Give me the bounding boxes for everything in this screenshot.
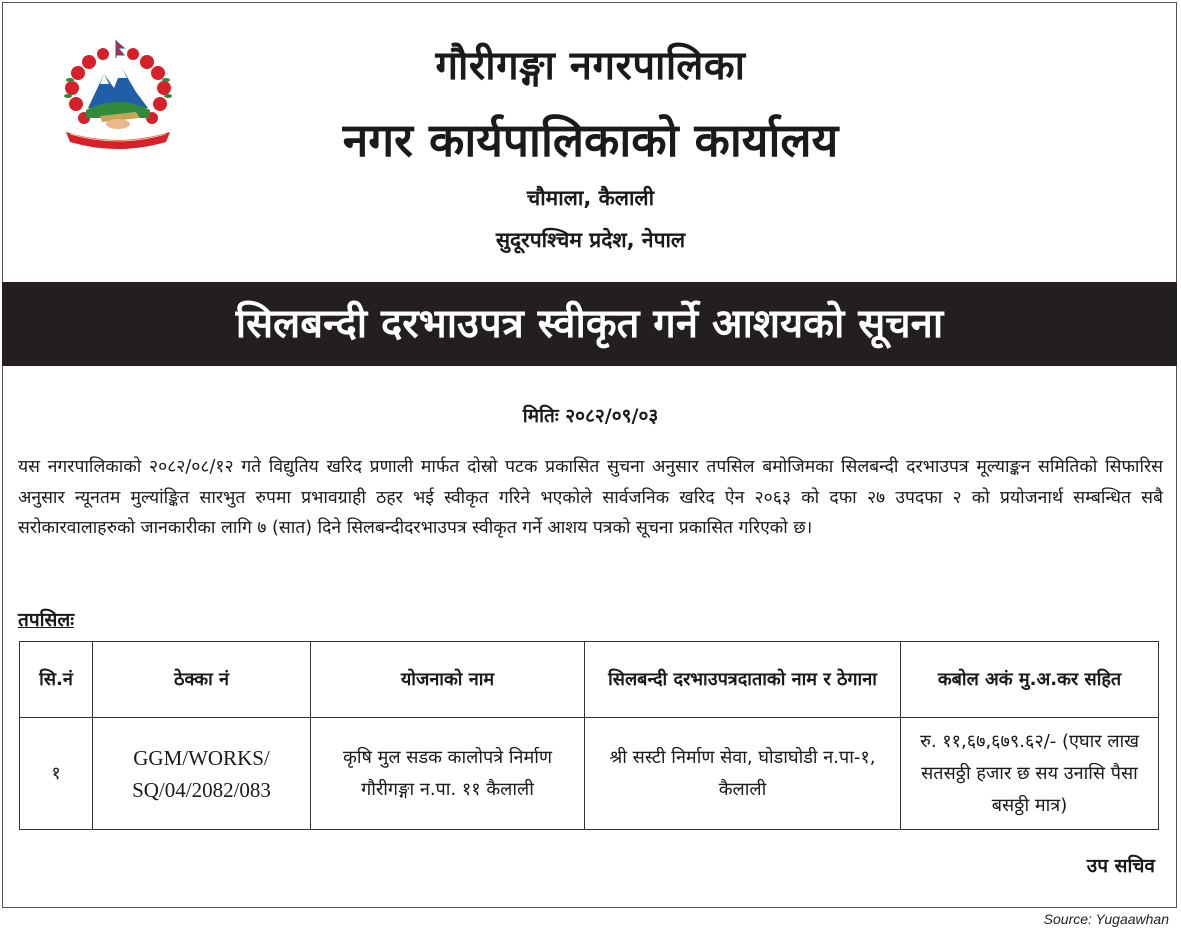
- header-bidder-name-address: सिलबन्दी दरभाउपत्रदाताको नाम र ठेगाना: [585, 642, 901, 718]
- header-contract-no: ठेक्का नं: [93, 642, 311, 718]
- cell-contract-no: GGM/WORKS/ SQ/04/2082/083: [93, 718, 311, 830]
- address-line-2: सुदूरपश्चिम प्रदेश, नेपाल: [495, 228, 686, 252]
- table-row: [20, 718, 1159, 830]
- cell-project-name: कृषि मुल सडक कालोपत्रे निर्माण गौरीगङ्गा न.पा. ११ कैलाली: [311, 718, 585, 830]
- cell-serial-no: १: [20, 718, 93, 830]
- header-serial-no: सि.नं: [20, 642, 93, 718]
- notice-date: मितिः २०८२/०९/०३: [522, 405, 659, 427]
- office-name: नगर कार्यपालिकाको कार्यालय: [342, 113, 839, 167]
- notice-title-banner: सिलबन्दी दरभाउपत्र स्वीकृत गर्ने आशयको सूचना: [2, 282, 1177, 366]
- source-credit: Source: Yugaawhan: [1043, 911, 1169, 927]
- address-line-1: चौमाला, कैलाली: [526, 186, 655, 210]
- table-header-row: [20, 642, 1159, 718]
- signatory: उप सचिव: [1086, 855, 1155, 877]
- cell-bidder: श्री सस्टी निर्माण सेवा, घोडाघोडी न.पा-१, कैलाली: [585, 718, 901, 830]
- details-heading: तपसिलः: [18, 609, 75, 631]
- notice-body: यस नगरपालिकाको २०८२/०८/१२ गते विद्युतिय खरिद प्रणाली मार्फत दोस्रो पटक प्रकासित सुचना अनुसार तपसिल बमोजिमका सिलबन्दी दरभाउपत्र मूल्याङ्कन समितिको सिफारिस अनुसार न्यूनतम मुल्यांङ्कित सारभुत रुपमा प्रभावग्राही ठहर भई स्वीकृत गरिने भएकोले सार्वजनिक खरिद ऐन २०६३ को दफा २७ उपदफा २ को प्रयोजनार्थ सम्बन्धित सबै सरोकारवालाहरुको जानकारीका लागि ७ (सात) दिने सिलबन्दीदरभाउपत्र स्वीकृत गर्ने आशय पत्रको सूचना प्रकासित गरिएको छ।: [18, 457, 1163, 538]
- bid-details-table: [19, 641, 1159, 830]
- municipality-name: गौरीगङ्गा नगरपालिका: [435, 43, 746, 89]
- cell-bid-amount: रु. ११,६७,६७९.६२/- (एघार लाख सतसठ्ठी हजार छ सय उनासि पैसा बसठ्ठी मात्र): [901, 718, 1159, 830]
- header-project-name: योजनाको नाम: [311, 642, 585, 718]
- header-bid-amount: कबोल अकं मु.अ.कर सहित: [901, 642, 1159, 718]
